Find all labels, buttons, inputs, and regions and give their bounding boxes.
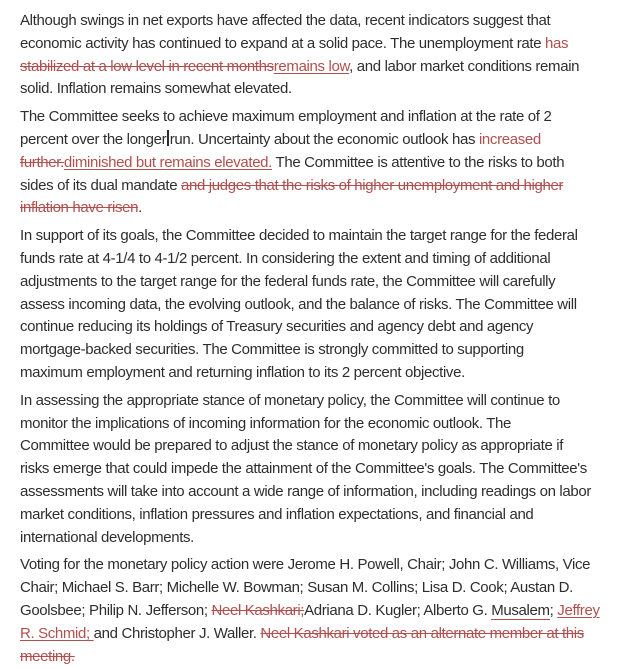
body-text: funds rate at 4-1/4 to 4-1/2 percent. In considering the extent and timing of additional — [20, 249, 551, 267]
text-line — [20, 106, 626, 129]
body-text: In support of its goals, the Committee decided to maintain the target range for the federal — [20, 227, 578, 245]
inserted-text: remains low — [273, 57, 350, 75]
body-text: Adriana D. Kugler; Alberto G. — [304, 601, 492, 619]
text-line — [20, 248, 626, 271]
text-line — [20, 362, 626, 385]
paragraph — [20, 10, 626, 101]
text-line — [20, 56, 626, 79]
paragraph — [20, 225, 626, 385]
deleted-text-unstruck: increased — [478, 130, 541, 148]
text-line — [20, 554, 626, 577]
text-line — [20, 197, 626, 220]
text-line — [20, 129, 626, 152]
deleted-text: meeting. — [20, 647, 75, 665]
body-text: mortgage-backed securities. The Committee is strongly committed to supporting — [20, 341, 524, 359]
body-text: assess incoming data, the evolving outlook, and the balance of risks. The Committee will — [20, 295, 577, 313]
text-line — [20, 10, 626, 33]
body-text: market conditions, inflation pressures and inflation expectations, and financial and — [20, 505, 534, 523]
text-line — [20, 458, 626, 481]
text-line — [20, 390, 626, 413]
deleted-text: further. — [20, 153, 64, 171]
deleted-text: inflation have risen — [20, 199, 139, 217]
body-text: run. Uncertainty about the economic outlook has — [169, 130, 479, 148]
text-line — [20, 316, 626, 339]
body-text: The Committee is attentive to the risks to both — [272, 153, 565, 171]
body-text: Although swings in net exports have affected the data, recent indicators suggest that — [20, 12, 551, 29]
text-cursor — [167, 130, 169, 146]
body-text: international developments. — [20, 528, 194, 546]
paragraph — [20, 554, 626, 668]
body-text: Committee would be prepared to adjust the stance of monetary policy as appropriate if — [20, 437, 564, 455]
body-text: , and labor market conditions remain — [349, 57, 580, 75]
text-line — [20, 225, 626, 248]
deleted-text: and judges that the risks of higher unemployment and higher — [181, 176, 564, 194]
inserted-text: R. Schmid; — [20, 624, 94, 642]
deleted-text: stabilized at a low level in recent months — [20, 57, 274, 75]
text-line — [20, 481, 626, 504]
text-line — [20, 600, 626, 623]
body-text: monitor the implications of incoming information for the economic outlook. The — [20, 414, 512, 432]
body-text: continue reducing its holdings of Treasury securities and agency debt and agency — [20, 318, 534, 336]
body-text: and Christopher J. Waller. — [93, 624, 261, 642]
body-text: The Committee seeks to achieve maximum employment and inflation at the rate of 2 — [20, 108, 552, 126]
text-line — [20, 152, 626, 175]
body-text: percent over the longer — [20, 130, 167, 148]
text-line — [20, 504, 626, 527]
text-line — [20, 413, 626, 436]
text-line — [20, 175, 626, 198]
deleted-text: Neel Kashkari; — [211, 601, 305, 619]
body-text: sides of its dual mandate — [20, 176, 181, 194]
body-text: ; — [549, 601, 558, 619]
text-line — [20, 294, 626, 317]
body-text: . — [138, 199, 142, 217]
body-text: assessments will take into account a wide range of information, including readings on labor — [20, 482, 591, 500]
text-line — [20, 33, 626, 56]
text-line — [20, 271, 626, 294]
text-line — [20, 646, 626, 669]
body-text: risks emerge that could impede the attainment of the Committee's goals. The Committee's — [20, 460, 587, 478]
deleted-text: Neel Kashkari voted as an alternate member at this — [260, 624, 584, 642]
text-line — [20, 527, 626, 550]
text-line — [20, 435, 626, 458]
text-line — [20, 577, 626, 600]
body-text: adjustments to the target range for the federal funds rate, the Committee will carefully — [20, 272, 556, 290]
body-text: solid. Inflation remains somewhat elevated. — [20, 80, 292, 98]
body-text: maximum employment and returning inflation to its 2 percent objective. — [20, 363, 465, 381]
deleted-text-unstruck: has — [545, 34, 569, 52]
body-text: Chair; Michael S. Barr; Michelle W. Bowman; Susan M. Collins; Lisa D. Cook; Austan D. — [20, 579, 573, 597]
inserted-text: diminished but remains elevated. — [63, 153, 272, 171]
text-line — [20, 339, 626, 362]
underlined-name: Musalem — [491, 601, 550, 619]
body-text: Goolsbee; Philip N. Jefferson; — [20, 601, 212, 619]
body-text: In assessing the appropriate stance of monetary policy, the Committee will continue to — [20, 391, 560, 409]
paragraph — [20, 106, 626, 220]
inserted-text: Jeffrey — [557, 601, 600, 619]
paragraph — [20, 390, 626, 550]
text-line — [20, 623, 626, 646]
body-text: economic activity has continued to expand at a solid pace. The unemployment rate — [20, 34, 546, 52]
body-text: Voting for the monetary policy action were Jerome H. Powell, Chair; John C. Williams, Vice — [20, 556, 591, 574]
text-line — [20, 78, 626, 101]
